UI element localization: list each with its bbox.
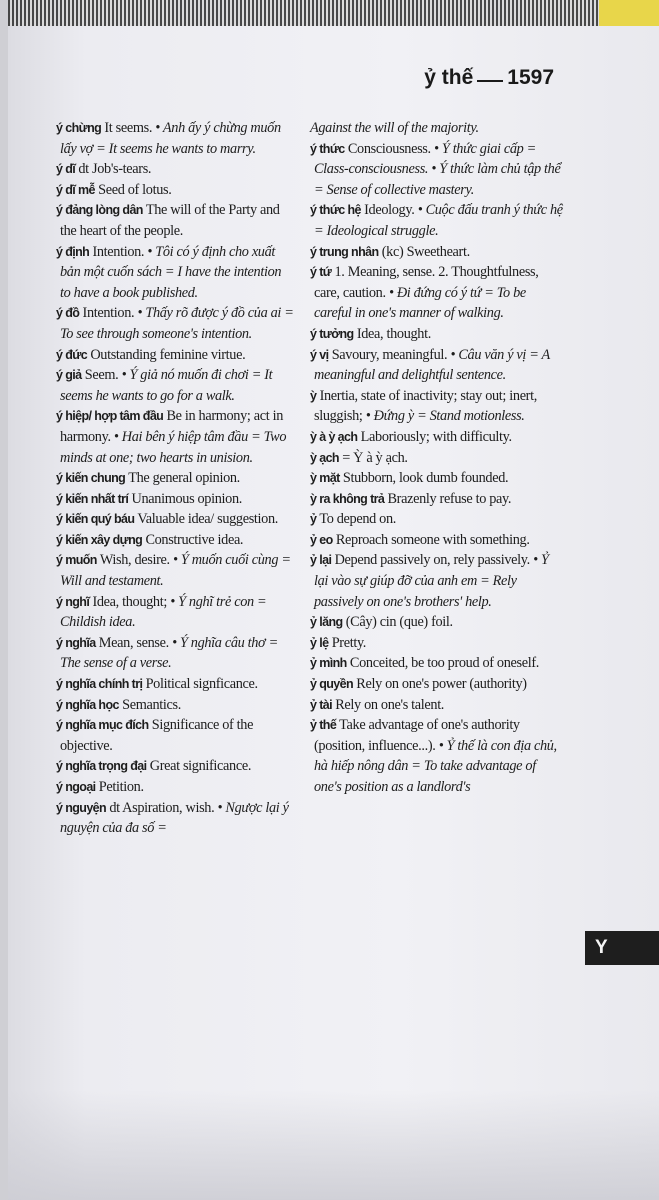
entry-headword: ý dĩ xyxy=(56,162,76,177)
entry-headword: ý vị xyxy=(310,347,329,362)
entry-definition: Brazenly refuse to pay. xyxy=(387,490,512,507)
dictionary-entry xyxy=(56,159,294,180)
entry-headword: ý giả xyxy=(56,368,82,383)
header-guide-word: ỷ thế xyxy=(424,66,474,89)
entry-definition: Mean, sense. xyxy=(98,634,169,651)
entry-headword: ý tưởng xyxy=(310,326,354,341)
entry-example: • Hai bên ý hiệp tâm đầu = Two minds at one; two hearts in unision. xyxy=(60,428,287,466)
dictionary-entry xyxy=(56,592,294,633)
entry-example: • Ngược lại ý nguyện của đa số = xyxy=(60,799,289,837)
entry-example: • Câu văn ý vị = A meaningful and delightful sentence. xyxy=(314,346,550,384)
dictionary-entry xyxy=(310,674,565,695)
header-rule xyxy=(477,80,503,82)
entry-definition: dt Job's-tears. xyxy=(78,161,152,178)
dictionary-entry xyxy=(310,118,565,139)
entry-definition: (Cây) cin (que) foil. xyxy=(345,614,453,631)
page-number: 1597 xyxy=(507,66,554,89)
entry-headword: ỷ thế xyxy=(310,718,337,733)
entry-headword: ỷ lệ xyxy=(310,635,329,650)
entry-definition: Rely on one's talent. xyxy=(335,696,445,713)
entry-definition: Pretty. xyxy=(331,634,367,651)
entry-example: • Đi đứng có ý tứ = To be careful in one's manner of walking. xyxy=(314,284,526,322)
entry-definition: Take advantage of one's authority (position, influence...). xyxy=(314,717,520,754)
entry-example: Against the will of the majority. xyxy=(310,120,479,136)
entry-headword: ý nguyện xyxy=(56,800,107,815)
entry-headword: ý dĩ mễ xyxy=(56,182,95,197)
entry-headword: ý chừng xyxy=(56,121,102,135)
entry-definition: Valuable idea/ suggestion. xyxy=(137,511,278,528)
entry-definition: Ideology. xyxy=(364,202,415,219)
entry-example: • Ý thức giai cấp = Class-consciousness. • Ý thức làm chủ tập thể = Sense of collective mastery. xyxy=(314,140,561,198)
dictionary-entry xyxy=(56,715,294,756)
dictionary-entry xyxy=(310,715,565,797)
entry-definition: Outstanding feminine virtue. xyxy=(90,346,246,363)
entry-definition: Significance of the objective. xyxy=(60,717,254,754)
entry-headword: ỷ tài xyxy=(310,697,333,712)
dictionary-entry xyxy=(56,365,294,406)
entry-example: • Ý giả nó muốn đi chơi = It seems he wants to go for a walk. xyxy=(60,367,273,404)
entry-headword: ý ngoại xyxy=(56,780,96,794)
entry-headword: ý đảng lòng dân xyxy=(56,203,143,218)
entry-headword: ý nghĩa học xyxy=(56,697,119,712)
entry-definition: Laboriously; with difficulty. xyxy=(360,428,512,445)
dictionary-entry xyxy=(56,406,294,468)
entry-definition: Consciousness. xyxy=(347,140,431,157)
entry-headword: ỳ ạch xyxy=(310,450,339,465)
dictionary-entry xyxy=(56,345,294,366)
entry-definition: Idea, thought. xyxy=(356,325,431,342)
entry-definition: Great significance. xyxy=(149,758,252,775)
entry-example: • Anh ấy ý chừng muốn lấy vợ = It seems he wants to marry. xyxy=(60,120,281,157)
dictionary-entry xyxy=(310,262,565,324)
entry-definition: Idea, thought; xyxy=(92,593,167,610)
entry-definition: Rely on one's power (authority) xyxy=(356,676,527,693)
entry-headword: ỳ à ỳ ạch xyxy=(310,429,358,444)
dictionary-entry xyxy=(310,448,565,469)
entry-definition: Seem. xyxy=(84,367,119,384)
entry-example: • Ý nghĩa câu thơ = The sense of a verse. xyxy=(60,634,278,672)
entry-headword: ỷ lại xyxy=(310,553,332,568)
entry-example: • Thấy rõ được ý đồ của ai = To see through someone's intention. xyxy=(60,305,294,342)
entry-definition: Wish, desire. xyxy=(99,552,170,569)
entry-headword: ỳ mặt xyxy=(310,471,340,486)
entry-headword: ý nghĩ xyxy=(56,594,90,609)
page-bottom-shadow xyxy=(8,1090,659,1200)
entry-definition: Stubborn, look dumb founded. xyxy=(342,470,509,487)
entry-definition: = Ỳ à ỳ ạch. xyxy=(342,449,408,466)
dictionary-entry xyxy=(56,633,294,674)
entry-definition: Political signficance. xyxy=(145,676,258,693)
dictionary-entry xyxy=(56,200,294,241)
page-top-edge-yellow xyxy=(599,0,659,26)
dictionary-entry xyxy=(310,200,565,241)
thumb-index-letter: Y xyxy=(595,937,608,958)
entry-headword: ý muốn xyxy=(56,553,97,568)
entry-headword: ý hiệp/ hợp tâm đầu xyxy=(56,409,164,424)
entry-definition: Semantics. xyxy=(122,696,181,713)
entry-definition: dt Aspiration, wish. xyxy=(109,799,215,816)
entry-example: • Đứng ỳ = Stand motionless. xyxy=(365,408,525,425)
entry-definition: 1. Meaning, sense. 2. Thoughtfulness, care, caution. xyxy=(314,264,539,301)
dictionary-entry xyxy=(56,777,294,798)
dictionary-entry xyxy=(56,118,294,159)
dictionary-entry xyxy=(310,633,565,654)
dictionary-entry xyxy=(56,489,294,510)
right-column xyxy=(310,118,565,798)
dictionary-entry xyxy=(56,756,294,777)
entry-definition: Depend passively on, rely passively. xyxy=(334,552,530,569)
dictionary-entry xyxy=(310,530,565,551)
dictionary-entry xyxy=(310,468,565,489)
entry-definition: (kc) Sweetheart. xyxy=(381,243,470,260)
entry-headword: ý kiến quý báu xyxy=(56,512,135,527)
entry-definition: Petition. xyxy=(98,779,144,795)
entry-definition: The will of the Party and the heart of the people. xyxy=(60,202,280,239)
dictionary-entry xyxy=(56,509,294,530)
entry-headword: ý thức hệ xyxy=(310,203,361,218)
entry-headword: ý tứ xyxy=(310,265,332,280)
running-header xyxy=(424,66,554,90)
dictionary-entry xyxy=(56,798,294,839)
entry-definition: To depend on. xyxy=(319,511,396,528)
entry-headword: ỷ xyxy=(310,512,317,527)
dictionary-entry xyxy=(56,180,294,201)
dictionary-entry xyxy=(56,550,294,591)
entry-headword: ý đồ xyxy=(56,306,80,321)
entry-headword: ý kiến xây dựng xyxy=(56,532,143,547)
dictionary-entry xyxy=(56,695,294,716)
dictionary-entry xyxy=(310,386,565,427)
dictionary-entry xyxy=(56,242,294,304)
dictionary-entry xyxy=(56,674,294,695)
dictionary-entry xyxy=(310,653,565,674)
entry-definition: The general opinion. xyxy=(128,470,240,487)
entry-definition: Reproach someone with something. xyxy=(335,531,530,548)
entry-headword: ý nghĩa trọng đại xyxy=(56,759,147,774)
dictionary-entry xyxy=(56,468,294,489)
entry-headword: ý nghĩa xyxy=(56,635,96,650)
entry-headword: ý nghĩa chính trị xyxy=(56,677,143,692)
dictionary-entry xyxy=(310,324,565,345)
left-column xyxy=(56,118,294,839)
thumb-index-tab xyxy=(585,931,659,965)
entry-headword: ỷ eo xyxy=(310,532,333,547)
entry-example: • Ỷ lại vào sự giúp đỡ của anh em = Rely passively on one's brothers' help. xyxy=(314,552,549,610)
entry-example: • Ý nghĩ trẻ con = Childish idea. xyxy=(60,593,267,631)
entry-definition: Savoury, meaningful. xyxy=(331,346,448,363)
entry-example: • Ỷ thế là con địa chủ, hà hiếp nông dân = To take advantage of one's position as a landlord's xyxy=(314,737,557,795)
entry-definition: Constructive idea. xyxy=(145,531,244,548)
dictionary-entry xyxy=(310,242,565,263)
dictionary-entry xyxy=(310,345,565,386)
entry-headword: ý trung nhân xyxy=(310,244,379,259)
entry-definition: Unanimous opinion. xyxy=(131,490,242,507)
entry-headword: ý kiến nhất trí xyxy=(56,491,129,506)
entry-definition: Seed of lotus. xyxy=(98,181,172,198)
entry-headword: ỳ xyxy=(310,388,317,403)
page-top-edge xyxy=(8,0,659,26)
entry-definition: Inertia, state of inactivity; stay out; inert, sluggish; xyxy=(314,387,537,425)
entry-example: • Cuộc đấu tranh ý thức hệ = Ideological struggle. xyxy=(314,202,563,239)
entry-headword: ỷ quyền xyxy=(310,677,354,692)
dictionary-entry xyxy=(310,612,565,633)
entry-example: • Ý muốn cuối cùng = Will and testament. xyxy=(60,552,291,590)
entry-example: • Tôi có ý định cho xuất bản một cuốn sách = I have the intention to have a book published. xyxy=(60,243,282,301)
entry-headword: ỳ ra không trả xyxy=(310,491,385,506)
entry-headword: ý nghĩa mục đích xyxy=(56,718,149,733)
entry-definition: Intention. xyxy=(82,305,135,322)
entry-headword: ý định xyxy=(56,244,90,259)
entry-definition: Be in harmony; act in harmony. xyxy=(60,408,283,445)
dictionary-entry xyxy=(56,530,294,551)
dictionary-entry xyxy=(310,509,565,530)
entry-headword: ỷ lăng xyxy=(310,615,343,630)
entry-definition: Intention. xyxy=(92,243,145,260)
dictionary-entry xyxy=(56,303,294,344)
dictionary-entry xyxy=(310,139,565,201)
entry-headword: ý kiến chung xyxy=(56,471,126,486)
dictionary-entry xyxy=(310,550,565,612)
entry-headword: ỷ mình xyxy=(310,656,347,671)
dictionary-page xyxy=(8,0,659,1200)
entry-headword: ý thức xyxy=(310,141,345,156)
dictionary-entry xyxy=(310,695,565,716)
dictionary-entry xyxy=(310,489,565,510)
entry-headword: ý đức xyxy=(56,347,88,362)
entry-definition: Conceited, be too proud of oneself. xyxy=(349,655,539,672)
dictionary-entry xyxy=(310,427,565,448)
entry-definition: It seems. xyxy=(104,120,153,136)
